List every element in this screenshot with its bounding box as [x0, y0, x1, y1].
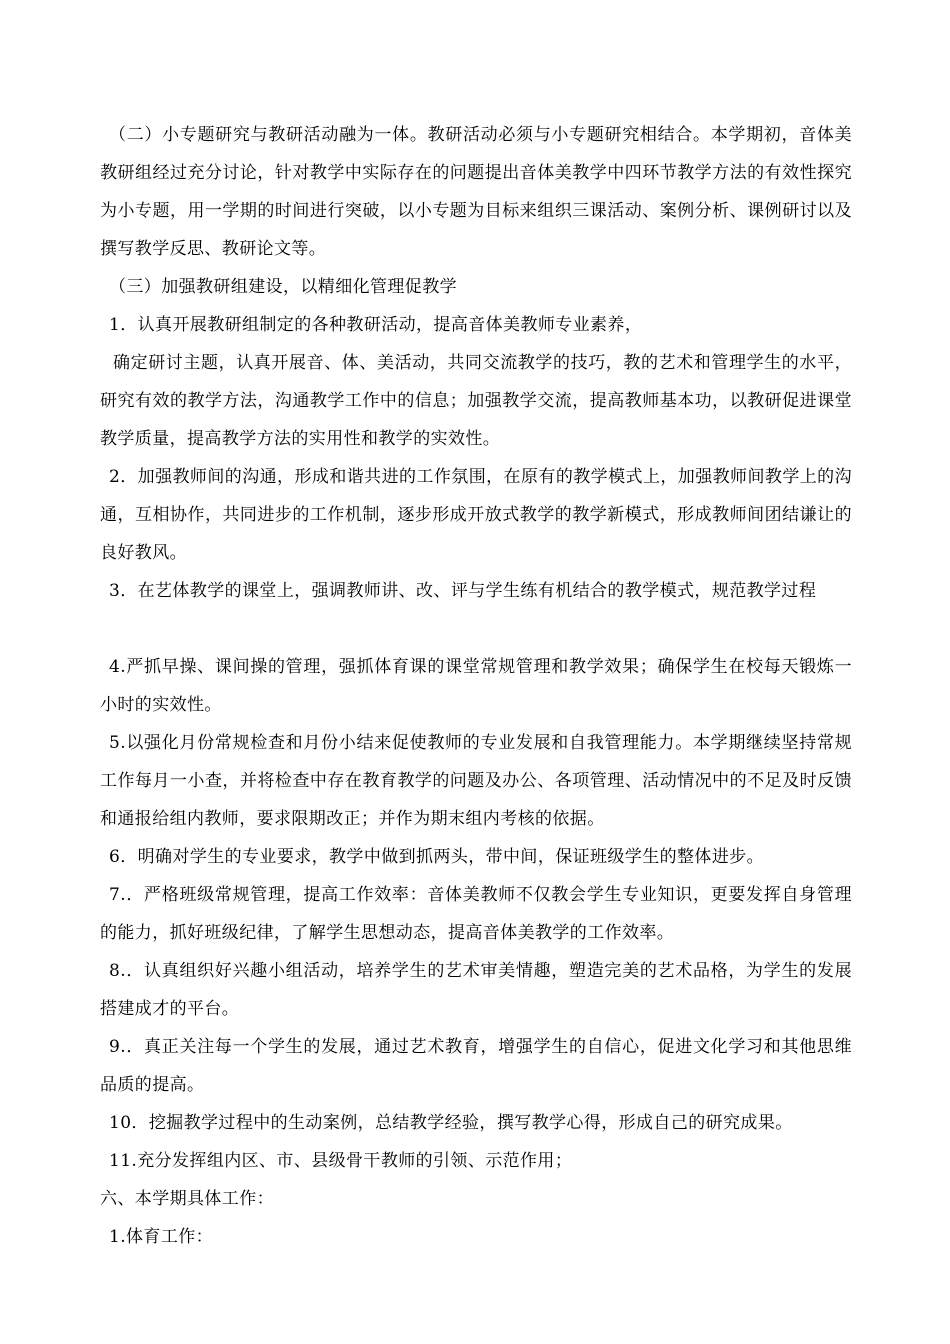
paragraph-item-1: 1．认真开展教研组制定的各种教研活动，提高音体美教师专业素养， — [109, 315, 643, 335]
paragraph-topic-research: （二）小专题研究与教研活动融为一体。教研活动必须与小专题研究相结合。本学期初，音体美教研组经过充分讨论，针对教学中实际存在的问题提出音体美教学中四环节教学方法的有效性探究为小专题，用一学期的时间进行突破，以小专题为目标来组织三课活动、案例分析、课例研讨以及撰写教学反思、教研论文等。 — [100, 125, 852, 259]
subsection-pe-heading: 1.体育工作： — [109, 1227, 214, 1247]
paragraph-item-7: 7.．严格班级常规管理，提高工作效率：音体美教师不仅教会学生专业知识，更要发挥自身管理的能力，抓好班级纪律，了解学生思想动态，提高音体美教学的工作效率。 — [100, 885, 852, 943]
paragraph-item-9: 9.．真正关注每一个学生的发展，通过艺术教育，增强学生的自信心，促进文化学习和其他思维品质的提高。 — [100, 1037, 852, 1095]
paragraph-item-5: 5.以强化月份常规检查和月份小结来促使教师的专业发展和自我管理能力。本学期继续坚持常规工作每月一小查，并将检查中存在教育教学的问题及办公、各项管理、活动情况中的不足及时反馈和通报给组内教师，要求限期改正；并作为期末组内考核的依据。 — [100, 733, 852, 829]
paragraph-item-2: 2．加强教师间的沟通，形成和谐共进的工作氛围，在原有的教学模式上，加强教师间教学上的沟通，互相协作，共同进步的工作机制，逐步形成开放式教学的教学新模式，形成教师间团结谦让的良好教风。 — [100, 467, 852, 563]
paragraph-item-4: 4.严抓早操、课间操的管理，强抓体育课的课堂常规管理和教学效果；确保学生在校每天锻炼一小时的实效性。 — [100, 657, 852, 715]
paragraph-item-6: 6．明确对学生的专业要求，教学中做到抓两头，带中间，保证班级学生的整体进步。 — [109, 847, 765, 867]
blank-line — [100, 610, 852, 648]
paragraph-item-11: 11.充分发挥组内区、市、县级骨干教师的引领、示范作用； — [109, 1151, 573, 1171]
paragraph-section-three-heading: （三）加强教研组建设，以精细化管理促教学 — [109, 277, 457, 297]
paragraph-item-10: 10．挖掘教学过程中的生动案例，总结教学经验，撰写教学心得，形成自己的研究成果。 — [109, 1113, 793, 1133]
document-body — [100, 116, 852, 1256]
section-six-heading: 六、本学期具体工作： — [100, 1189, 274, 1209]
paragraph-item-1-detail: 确定研讨主题，认真开展音、体、美活动，共同交流教学的技巧，教的艺术和管理学生的水平，研究有效的教学方法，沟通教学工作中的信息；加强教学交流，提高教师基本功，以教研促进课堂教学质量，提高教学方法的实用性和教学的实效性。 — [100, 353, 852, 449]
paragraph-item-8: 8.．认真组织好兴趣小组活动，培养学生的艺术审美情趣，塑造完美的艺术品格，为学生的发展搭建成才的平台。 — [100, 961, 852, 1019]
paragraph-item-3: 3．在艺体教学的课堂上，强调教师讲、改、评与学生练有机结合的教学模式，规范教学过程 — [109, 581, 817, 601]
